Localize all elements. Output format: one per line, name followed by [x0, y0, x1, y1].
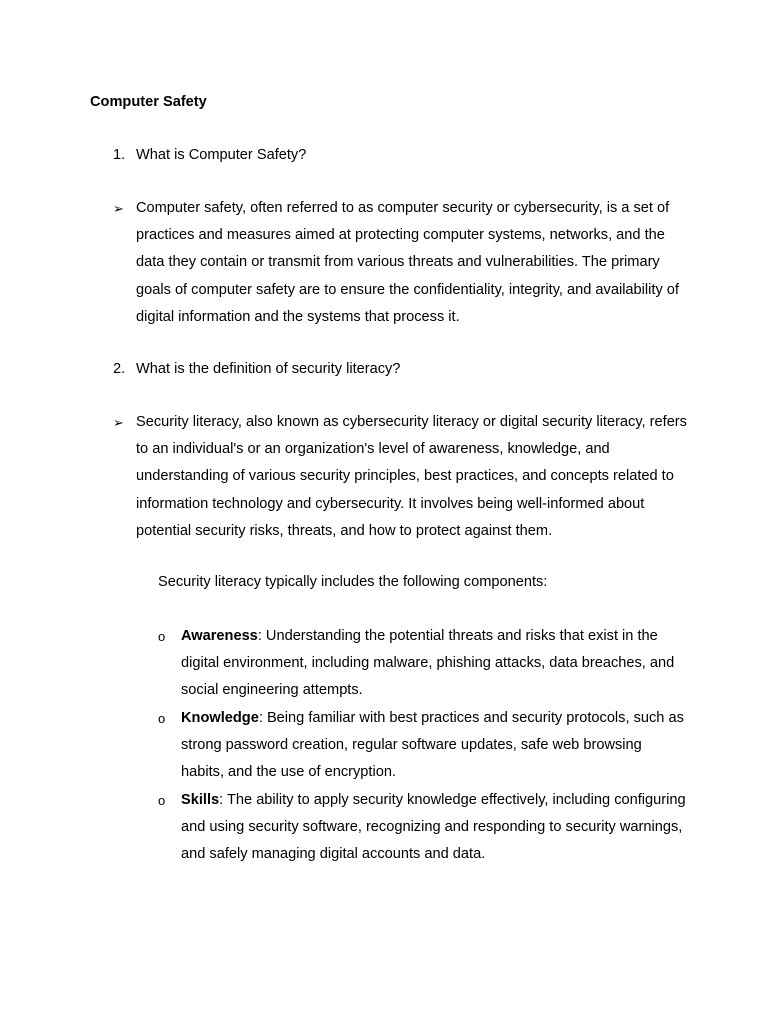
- answer-1: [113, 195, 693, 331]
- component-description: : The ability to apply security knowledge effectively, including configuring and using security software, recognizing and responding to security warnings, and safely managing digital accounts and data.: [181, 792, 686, 863]
- question-2-text: What is the definition of security literacy?: [136, 361, 401, 377]
- answer-2: [113, 409, 693, 545]
- component-term: Knowledge: [181, 710, 259, 726]
- circle-bullet-icon: o: [158, 711, 166, 726]
- question-1: [113, 146, 306, 164]
- components-intro: Security literacy typically includes the following components:: [158, 574, 548, 590]
- component-item-awareness: [158, 623, 688, 705]
- arrowhead-bullet-icon: ➢: [113, 415, 124, 430]
- document-title: Computer Safety: [90, 94, 207, 110]
- component-description: : Being familiar with best practices and security protocols, such as strong password creation, regular software updates, safe web browsing habits, and the use of encryption.: [181, 710, 684, 781]
- question-1-text: What is Computer Safety?: [136, 147, 307, 163]
- component-description: : Understanding the potential threats and risks that exist in the digital environment, including malware, phishing attacks, data breaches, and social engineering attempts.: [181, 628, 675, 699]
- answer-1-text: Computer safety, often referred to as computer security or cybersecurity, is a set of practices and measures aimed at protecting computer systems, networks, and the data they contain or transmit from various threats and vulnerabilities. The primary goals of computer safety are to ensure the confidentiality, integrity, and availability of digital information and the systems that process it.: [136, 200, 679, 325]
- component-term: Skills: [181, 792, 220, 808]
- component-term: Awareness: [181, 628, 258, 644]
- circle-bullet-icon: o: [158, 629, 166, 644]
- question-2-number: 2.: [113, 361, 126, 377]
- component-item-knowledge: [158, 705, 688, 787]
- circle-bullet-icon: o: [158, 793, 166, 808]
- answer-2-text: Security literacy, also known as cybersecurity literacy or digital security literacy, refers to an individual's or an organization's level of awareness, knowledge, and understanding of various security principles, best practices, and concepts related to information technology and cybersecurity. It involves being well-informed about potential security risks, threats, and how to protect against them.: [136, 414, 687, 539]
- question-2: [113, 360, 400, 378]
- arrowhead-bullet-icon: ➢: [113, 201, 124, 216]
- question-1-number: 1.: [113, 147, 126, 163]
- component-item-skills: [158, 787, 688, 869]
